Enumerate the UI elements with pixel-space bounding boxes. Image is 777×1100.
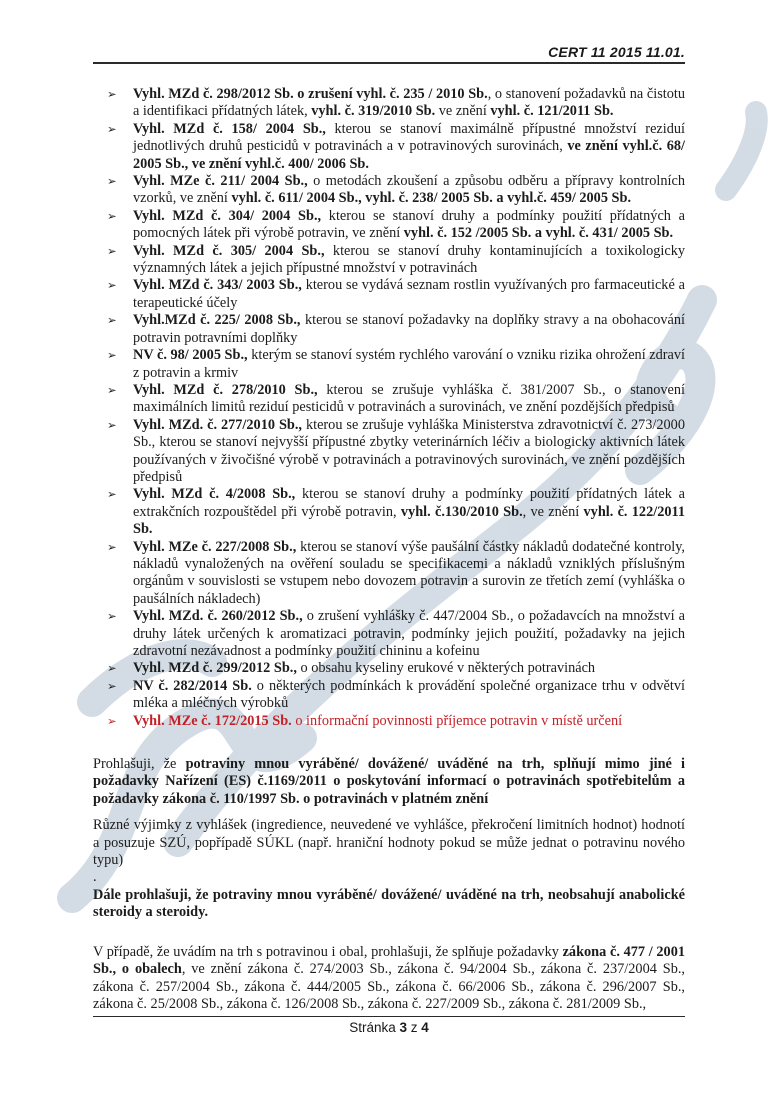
text-run: kterou se stanoví druhy a podmínky použití přídatných a pomocných látek při výrobě potravin, ve znění: [133, 207, 685, 242]
page-header: [93, 44, 685, 64]
text-run-bold: Vyhl. MZd. č. 260/2012 Sb.,: [133, 608, 303, 625]
list-item: [93, 277, 685, 312]
list-item: [93, 608, 685, 660]
text-run: o obsahu kyseliny erukové v některých potravinách: [296, 660, 596, 677]
text-run: o zrušení vyhlášky č. 447/2004 Sb., o požadavcích na množství a druhy látek určených k aromatizaci potravin, podmínky jejich použití, požadavky na jejich zdravotní nezávadnost a podmínky použití chininu a kofeinu: [133, 608, 685, 659]
text-run: o metodách zkoušení a způsobu odběru a přípravy kontrolních vzorků, ve znění: [133, 173, 685, 207]
list-item: [93, 486, 685, 538]
declaration-packaging: [93, 944, 685, 1014]
text-run-bold: vyhl. č. 122/2011 Sb.: [133, 503, 685, 538]
text-run: , o stanovení požadavků na čistotu a identifikaci přídatných látek,: [133, 86, 686, 120]
text-run-bold: vyhl. č. 121/2011 Sb.: [490, 103, 614, 120]
text-run-bold: Dále prohlašuji, že potraviny mnou vyráběné/ dovážené/ uváděné na trh, neobsahují anabolické steroidy a steroidy.: [93, 886, 685, 921]
text-run-bold: Vyhl. MZd č. 158/ 2004 Sb.,: [133, 120, 326, 137]
arrow-bullet-icon: ➢: [107, 313, 117, 328]
text-run: V případě, že uvádím na trh s potravinou i obal, prohlašuji, že splňuje požadavky: [93, 943, 563, 960]
text-run: kterou se vydává seznam rostlin využívaných pro farmaceutické a terapeutické účely: [133, 277, 685, 311]
text-run: o některých podmínkách k provádění společné organizace trhu v odvětví mléka a mléčných výrobků: [133, 677, 685, 712]
declaration-steroids: [93, 887, 685, 922]
text-run-bold: Vyhl. MZd. č. 277/2010 Sb.,: [133, 416, 302, 433]
dot-line: [93, 869, 685, 886]
text-run: z: [407, 1020, 422, 1035]
text-run: kterou se zrušuje vyhláška č. 381/2007 Sb., o stanovení maximálních limitů reziduí pesticidů v potravinách a surovinách, ve znění pozdějších předpisů: [133, 381, 685, 416]
text-run-bold: Vyhl. MZd č. 304/ 2004 Sb.,: [133, 207, 322, 224]
page-body: [93, 86, 685, 1013]
text-run-bold: NV č. 98/ 2005 Sb.,: [133, 347, 248, 364]
text-run: , ve znění: [522, 503, 584, 520]
declaration-1169: [93, 756, 685, 808]
text-run: .: [93, 869, 97, 886]
text-run: kterou se stanoví požadavky na doplňky stravy a na obohacování potravin potravními doplňky: [133, 312, 686, 346]
list-item: [93, 382, 685, 417]
list-item: [93, 208, 685, 243]
arrow-bullet-icon: ➢: [107, 661, 117, 676]
list-item: [93, 173, 685, 208]
text-run: o informační povinnosti příjemce potravin v místě určení: [291, 712, 623, 729]
text-run-bold: Vyhl. MZd č. 343/ 2003 Sb.,: [133, 277, 302, 294]
arrow-bullet-icon: ➢: [107, 487, 117, 502]
arrow-bullet-icon: ➢: [107, 243, 117, 258]
text-run-bold: Vyhl. MZd č. 278/2010 Sb.,: [133, 381, 318, 398]
list-item: [93, 312, 685, 347]
text-run-bold: potraviny mnou vyráběné/ dovážené/ uváděné na trh, splňují mimo jiné i požadavky Nařízení (ES) č.1169/2011 o poskytování informací o potravinách spotřebitelům a požadavky zákona č. 110/1997 Sb. o potravinách v platném znění: [93, 756, 685, 807]
text-run: Prohlašuji, že: [93, 756, 186, 773]
arrow-bullet-icon: ➢: [107, 174, 117, 189]
text-run: ve znění: [435, 103, 491, 120]
header-rule: [93, 62, 685, 64]
text-run-bold: Vyhl.MZd č. 225/ 2008 Sb.,: [133, 312, 301, 329]
arrow-bullet-icon: ➢: [107, 539, 117, 554]
arrow-bullet-icon: ➢: [107, 278, 117, 293]
arrow-bullet-icon: ➢: [107, 678, 117, 693]
arrow-bullet-icon: ➢: [107, 87, 117, 101]
text-run: kterou se stanoví výše paušální částky nákladů dodatečné kontroly, nákladů vynaložených na ověření souladu se specifikacemi a nákladů vzniklých příslušným orgánům v souvislosti se vstupem nebo dovozem potravin a surovin ze třetích zemí (vyhláška o paušálních nákladech): [133, 538, 685, 607]
text-run-bold: zákona č. 477 / 2001 Sb., o obalech: [93, 943, 685, 978]
list-item: [93, 243, 685, 278]
paragraphs: [93, 756, 685, 1013]
list-item: [93, 417, 685, 487]
text-run: kterou se zrušuje vyhláška Ministerstva zdravotnictví č. 273/2000 Sb., kterou se stanoví nejvyšší přípustné zbytky veterinárních léčiv a biologicky aktivních látek používaných v živočišné výrobě v potravinách a potravinových surovinách, ve znění pozdějších předpisů: [133, 416, 685, 485]
header-title: CERT 11 2015 11.01.: [548, 44, 685, 60]
text-run-bold: vyhl. č. 152 /2005 Sb. a vyhl. č. 431/ 2005 Sb.: [403, 225, 674, 242]
arrow-bullet-icon: ➢: [107, 348, 117, 363]
arrow-bullet-icon: ➢: [107, 417, 117, 432]
text-run-bold: Vyhl. MZd č. 4/2008 Sb.,: [133, 486, 296, 503]
list-item: [93, 86, 685, 121]
text-run-bold: Vyhl. MZd č. 305/ 2004 Sb.,: [133, 242, 325, 259]
list-item: [93, 121, 685, 173]
text-run-bold: Vyhl. MZe č. 211/ 2004 Sb.,: [133, 173, 308, 190]
arrow-bullet-icon: ➢: [107, 208, 117, 223]
text-run: kterou se stanoví druhy a podmínky použití přídatných látek a extrakčních rozpouštědel při výrobě potravin,: [133, 486, 685, 520]
text-run: kterou se stanoví maximálně přípustné množství reziduí jednotlivých druhů pesticidů v potravinách a v potravinových surovinách,: [133, 120, 685, 155]
regulation-list: [93, 86, 685, 730]
text-run-bold: NV č. 282/2014 Sb.: [133, 677, 252, 694]
list-item: [93, 660, 685, 677]
text-run-bold: Vyhl. MZd č. 298/2012 Sb. o zrušení vyhl. č. 235 / 2010 Sb.: [133, 86, 488, 102]
list-item: [93, 539, 685, 609]
text-run: kterým se stanoví systém rychlého varování o vzniku rizika ohrožení zdraví z potravin a krmiv: [133, 347, 685, 381]
text-run-bold: 3: [399, 1020, 407, 1035]
list-item: [93, 678, 685, 713]
text-run-bold: 4: [421, 1020, 429, 1035]
text-run-bold: vyhl. č. 319/2010 Sb.: [311, 103, 436, 120]
text-run-bold: Vyhl. MZe č. 172/2015 Sb.: [133, 712, 292, 729]
text-run-bold: Vyhl. MZd č. 299/2012 Sb.,: [133, 660, 297, 677]
text-run: Různé výjimky z vyhlášek (ingredience, neuvedené ve vyhlášce, překročení limitních hodnot) hodnotí a posuzuje SZÚ, popřípadě SÚKL (např. hraniční hodnoty pokud se může jednat o potravinu nového typu): [93, 817, 685, 869]
list-item: [93, 713, 685, 730]
arrow-bullet-icon: ➢: [107, 713, 117, 728]
text-run-bold: vyhl. č. 611/ 2004 Sb., vyhl. č. 238/ 2005 Sb. a vyhl.č. 459/ 2005 Sb.: [231, 190, 632, 207]
arrow-bullet-icon: ➢: [107, 609, 117, 624]
text-run: Stránka: [349, 1020, 400, 1035]
arrow-bullet-icon: ➢: [107, 121, 117, 136]
list-item: [93, 347, 685, 382]
footer-page-label: [93, 1017, 685, 1035]
exceptions-note: [93, 817, 685, 869]
text-run: , ve znění zákona č. 274/2003 Sb., zákona č. 94/2004 Sb., zákona č. 237/2004 Sb., zákona č. 257/2004 Sb., zákona č. 444/2005 Sb., zákona č. 66/2006 Sb., zákona č. 296/2007 Sb., zákona č. 25/2008 Sb., zákona č. 126/2008 Sb., zákona č. 227/2009 Sb., zákona č. 281/2009 Sb.,: [93, 961, 685, 1012]
page-footer: [93, 1016, 685, 1035]
text-run-bold: Vyhl. MZe č. 227/2008 Sb.,: [133, 538, 297, 555]
text-run-bold: ve znění vyhl.č. 68/ 2005 Sb., ve znění vyhl.č. 400/ 2006 Sb.: [133, 138, 685, 172]
text-run-bold: vyhl. č.130/2010 Sb.: [400, 503, 523, 520]
text-run: kterou se stanoví druhy kontaminujících a toxikologicky významných látek a jejich přípustné množství v potravinách: [133, 242, 685, 277]
arrow-bullet-icon: ➢: [107, 382, 117, 397]
